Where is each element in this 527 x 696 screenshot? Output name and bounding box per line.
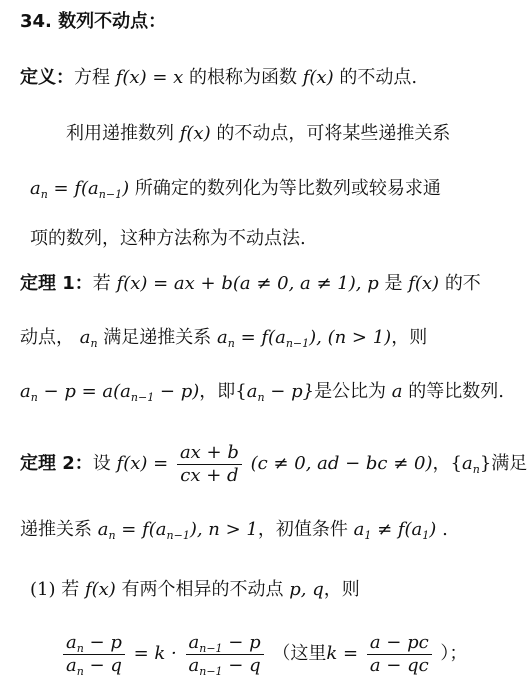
section-title: 34. 数列不动点： bbox=[20, 11, 167, 32]
fixed-point-equation: f(x) = x bbox=[115, 67, 184, 88]
theorem1-line-3 bbox=[20, 380, 504, 404]
initial-condition: $a_1 \ne f(a_1)$ bbox=[353, 519, 437, 542]
definition-text-1: 方程 bbox=[74, 67, 110, 88]
theorem2-label: 定理 2： bbox=[20, 453, 93, 474]
result-formula: $a_n - p = a(a_{n-1} - p)$ bbox=[20, 381, 200, 404]
common-ratio: a bbox=[391, 381, 403, 402]
theorem1-text-1: 若 bbox=[92, 273, 111, 294]
recurrence-formula: $a_n = f(a_{n-1})$ bbox=[30, 178, 130, 201]
function-symbol: f(x) = bbox=[116, 453, 169, 474]
theorem2-text-6: . bbox=[442, 519, 448, 540]
fraction-numerator: ax + b bbox=[179, 441, 239, 463]
intro-text-2: 的不动点，可将某些递推关系 bbox=[216, 123, 451, 144]
function-symbol: f(x) bbox=[84, 579, 116, 600]
recurrence-formula: $a_n = f(a_{n-1})$, n > 1 bbox=[97, 519, 258, 542]
theorem1-text-3: 的不 bbox=[444, 273, 481, 294]
sequence-term: $a_n$ bbox=[79, 327, 98, 350]
theorem1-label: 定理 1： bbox=[20, 273, 93, 294]
recurrence-formula: $a_n = f(a_{n-1})$, (n > 1) bbox=[217, 327, 392, 350]
theorem1-line-1 bbox=[20, 272, 481, 296]
function-symbol: f(x) bbox=[302, 67, 334, 88]
definition-text-3: 的不动点. bbox=[339, 67, 418, 88]
theorem1-text-6: ，则 bbox=[391, 327, 428, 348]
definition-text-2: 的根称为函数 bbox=[189, 67, 298, 88]
theorem2-text-1: 设 bbox=[92, 453, 111, 474]
k-denominator: a − qc bbox=[367, 654, 432, 677]
k-numerator: a − pc bbox=[369, 631, 429, 653]
intro-line-2 bbox=[30, 177, 441, 201]
definition-label: 定义： bbox=[20, 67, 74, 88]
theorem2-text-2: ，{ bbox=[432, 453, 462, 474]
k-equals: k = bbox=[326, 643, 359, 664]
intro-text-1: 利用递推数列 bbox=[66, 123, 174, 144]
lhs-denominator: $a_n - q$ bbox=[63, 654, 125, 677]
theorem1-text-5: 满足递推关系 bbox=[103, 327, 212, 348]
theorem2-text-4: 递推关系 bbox=[20, 519, 92, 540]
lhs-fraction bbox=[63, 632, 125, 677]
fixed-points-pq: p, q bbox=[289, 579, 324, 600]
function-symbol: f(x) bbox=[408, 273, 440, 294]
function-symbol: f(x) bbox=[179, 123, 211, 144]
theorem1-line-2 bbox=[20, 326, 427, 350]
sequence-term: $a_n$ bbox=[461, 453, 480, 476]
rhs-numerator: $a_{n-1} - p$ bbox=[188, 631, 261, 655]
rhs-denominator: $a_{n-1} - q$ bbox=[186, 654, 264, 677]
k-fraction bbox=[367, 632, 432, 677]
intro-text-3: 所确定的数列化为等比数列或较易求通 bbox=[134, 178, 441, 199]
case1-text-2: ，则 bbox=[323, 579, 360, 600]
theorem1-text-4: 动点， bbox=[20, 327, 74, 348]
definition-line bbox=[20, 66, 417, 90]
theorem1-text-2: 是 bbox=[384, 273, 403, 294]
rhs-fraction bbox=[186, 632, 264, 677]
case1-text-1: 有两个相异的不动点 bbox=[121, 579, 284, 600]
case1-line-2 bbox=[60, 630, 467, 678]
note-open: （这里 bbox=[272, 643, 327, 664]
intro-line-1 bbox=[66, 122, 450, 146]
theorem2-text-5: ，初值条件 bbox=[257, 519, 348, 540]
theorem1-text-8: 是公比为 bbox=[314, 381, 387, 402]
case1-line-1 bbox=[30, 578, 360, 602]
lhs-numerator: $a_n - p$ bbox=[66, 631, 122, 655]
theorem1-text-7: ，即{ bbox=[199, 381, 247, 402]
theorem2-line-2 bbox=[20, 518, 448, 542]
intro-line-3: 项的数列，这种方法称为不动点法. bbox=[30, 228, 306, 249]
fraction-condition: (c ≠ 0, ad − bc ≠ 0) bbox=[250, 453, 433, 474]
geometric-sequence: $a_n - p$} bbox=[246, 381, 315, 404]
fraction-denominator: cx + d bbox=[177, 464, 241, 487]
theorem1-text-9: 的等比数列. bbox=[408, 381, 504, 402]
theorem2-line-1 bbox=[20, 440, 527, 488]
note-close: ）； bbox=[440, 643, 468, 664]
linear-function: f(x) = ax + b(a ≠ 0, a ≠ 1), bbox=[116, 273, 362, 294]
mobius-fraction bbox=[177, 442, 242, 487]
theorem2-text-3: }满足 bbox=[479, 453, 527, 474]
equals-k: = k · bbox=[133, 643, 177, 664]
case1-label: (1) 若 bbox=[30, 579, 80, 600]
fixed-point-p: p bbox=[367, 273, 379, 294]
